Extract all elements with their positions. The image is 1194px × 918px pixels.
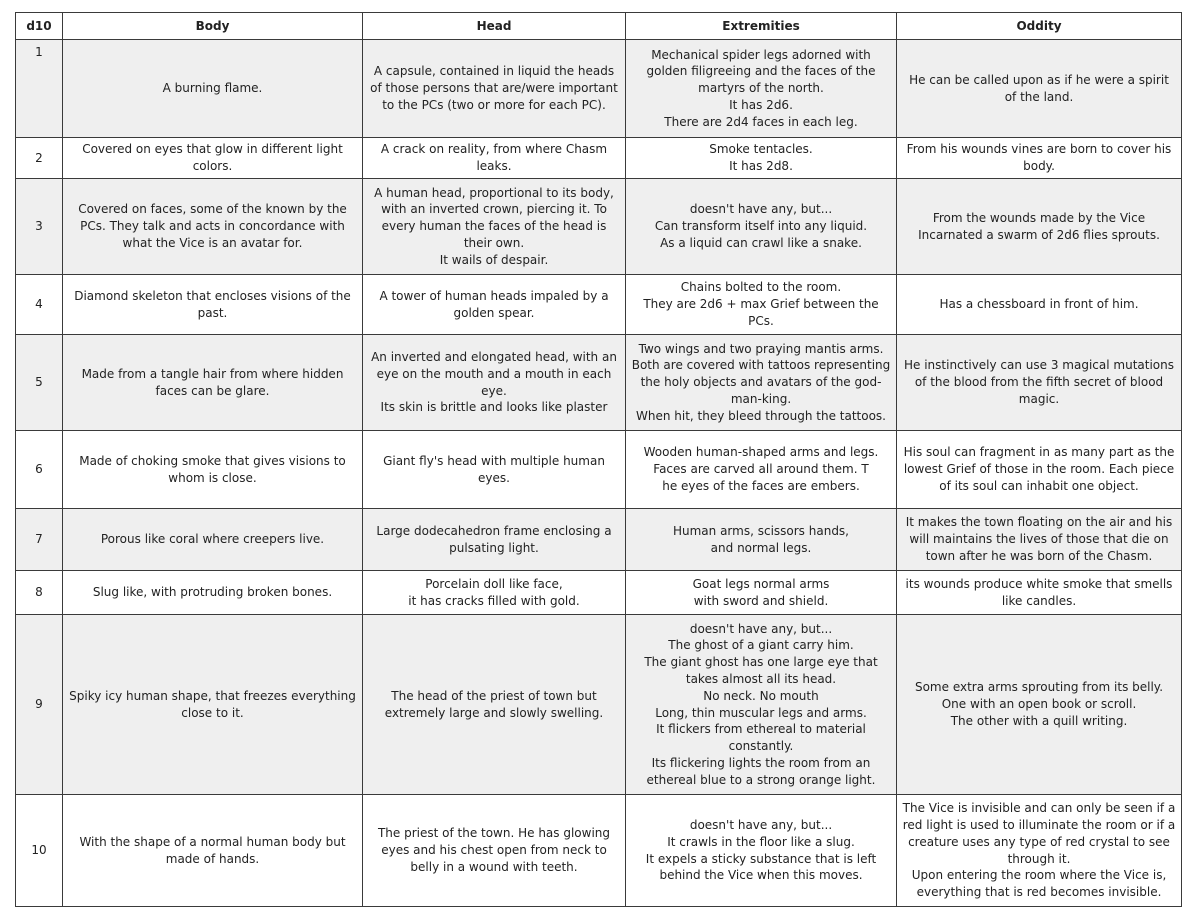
table-row: [16, 615, 1182, 795]
extremities-cell: [626, 615, 897, 795]
table-container: [15, 12, 1181, 907]
head-text: it has cracks filled with gold.: [408, 593, 580, 608]
head-text: A tower of human heads impaled by a golden spear.: [379, 288, 609, 320]
body-text: Slug like, with protruding broken bones.: [92, 585, 333, 600]
extremities-text: Long, thin muscular legs and arms.: [655, 705, 867, 720]
extremities-text: When hit, they bleed through the tattoos.: [636, 408, 886, 423]
oddity-text: His soul can fragment in as many part as the lowest Grief of those in the room. Each piece of its soul can inhabit one object.: [903, 445, 1175, 493]
head-cell: [363, 40, 626, 138]
extremities-text: Goat legs normal arms: [692, 576, 830, 591]
head-text: It wails of despair.: [439, 252, 549, 267]
body-cell: [63, 795, 363, 907]
extremities-text: It expels a sticky substance that is left behind the Vice when this moves.: [645, 851, 877, 883]
extremities-text: Smoke tentacles.: [709, 142, 813, 157]
column-header-extremities: Extremities: [626, 13, 897, 40]
table-row: [16, 179, 1182, 275]
oddity-text: Has a chessboard in front of him.: [939, 297, 1139, 312]
row-number-cell: 7: [16, 509, 63, 571]
extremities-text: Its flickering lights the room from an ethereal blue to a strong orange light.: [646, 755, 876, 787]
column-header-head: Head: [363, 13, 626, 40]
extremities-text: It has 2d6.: [729, 97, 793, 112]
extremities-text: Chains bolted to the room.: [680, 280, 842, 295]
head-cell: [363, 615, 626, 795]
body-text: Covered on faces, some of the known by the PCs. They talk and acts in concordance with what the Vice is an avatar for.: [78, 202, 347, 250]
row-number-cell: 10: [16, 795, 63, 907]
extremities-text: Can transform itself into any liquid.: [654, 219, 868, 234]
extremities-cell: [626, 335, 897, 431]
body-cell: [63, 179, 363, 275]
head-cell: [363, 275, 626, 335]
body-text: Diamond skeleton that encloses visions of the past.: [74, 288, 351, 320]
body-cell: [63, 40, 363, 138]
head-text: Large dodecahedron frame enclosing a pulsating light.: [376, 523, 612, 555]
oddity-text: The Vice is invisible and can only be seen if a red light is used to illuminate the room or if a creature uses any type of red crystal to see through it.: [902, 801, 1176, 866]
row-number-cell: 3: [16, 179, 63, 275]
oddity-cell: [897, 335, 1182, 431]
oddity-text: its wounds produce white smoke that smells like candles.: [905, 576, 1173, 608]
oddity-cell: [897, 795, 1182, 907]
header-row: [16, 13, 1182, 40]
oddity-cell: [897, 275, 1182, 335]
extremities-text: There are 2d4 faces in each leg.: [664, 114, 858, 129]
row-number-cell: 2: [16, 138, 63, 179]
extremities-cell: [626, 179, 897, 275]
table-row: [16, 571, 1182, 615]
oddity-text: The other with a quill writing.: [950, 713, 1128, 728]
table-row: [16, 431, 1182, 509]
extremities-cell: [626, 431, 897, 509]
extremities-text: Both are covered with tattoos representing the holy objects and avatars of the god-man-king.: [631, 358, 891, 406]
oddity-cell: [897, 509, 1182, 571]
body-cell: [63, 431, 363, 509]
table-row: [16, 40, 1182, 138]
extremities-text: he eyes of the faces are embers.: [662, 478, 860, 493]
body-cell: [63, 138, 363, 179]
oddity-text: Upon entering the room where the Vice is, everything that is red becomes invisible.: [911, 868, 1167, 900]
oddity-cell: [897, 615, 1182, 795]
oddity-text: Some extra arms sprouting from its belly.: [914, 680, 1164, 695]
head-text: The priest of the town. He has glowing eyes and his chest open from neck to belly in a wound with teeth.: [377, 826, 611, 874]
column-header-d10: d10: [16, 13, 63, 40]
head-cell: [363, 795, 626, 907]
head-cell: [363, 509, 626, 571]
oddity-text: He instinctively can use 3 magical mutations of the blood from the fifth secret of blood magic.: [904, 358, 1174, 406]
body-text: Covered on eyes that glow in different light colors.: [82, 142, 343, 173]
head-cell: [363, 431, 626, 509]
body-cell: [63, 571, 363, 615]
body-cell: [63, 615, 363, 795]
extremities-text: The giant ghost has one large eye that takes almost all its head.: [644, 655, 878, 686]
extremities-text: They are 2d6 + max Grief between the PCs.: [643, 297, 879, 328]
extremities-text: No neck. No mouth: [703, 688, 819, 703]
table-row: [16, 275, 1182, 335]
table-row: [16, 335, 1182, 431]
head-text: The head of the priest of town but extremely large and slowly swelling.: [384, 688, 604, 720]
column-header-body: Body: [63, 13, 363, 40]
row-number-cell: 5: [16, 335, 63, 431]
head-text: A human head, proportional to its body, with an inverted crown, piercing it. To every human the faces of the head is their own.: [374, 185, 614, 250]
oddity-cell: [897, 179, 1182, 275]
table-body: [16, 40, 1182, 907]
extremities-text: Mechanical spider legs adorned with golden filigreeing and the faces of the martyrs of the north.: [646, 47, 876, 96]
body-cell: [63, 275, 363, 335]
row-number-cell: 1: [16, 40, 63, 138]
extremities-text: The ghost of a giant carry him.: [668, 638, 854, 653]
oddity-text: One with an open book or scroll.: [941, 697, 1137, 712]
extremities-text: It flickers from ethereal to material constantly.: [656, 722, 866, 754]
body-text: Made of choking smoke that gives visions to whom is close.: [79, 453, 346, 485]
body-text: Spiky icy human shape, that freezes everything close to it.: [69, 688, 356, 720]
body-cell: [63, 509, 363, 571]
extremities-text: Human arms, scissors hands,: [672, 523, 849, 538]
oddity-text: From the wounds made by the Vice Incarnated a swarm of 2d6 flies sprouts.: [918, 210, 1160, 242]
head-cell: [363, 138, 626, 179]
extremities-cell: [626, 509, 897, 571]
oddity-cell: [897, 40, 1182, 138]
extremities-text: As a liquid can crawl like a snake.: [660, 235, 862, 250]
head-text: An inverted and elongated head, with an eye on the mouth and a mouth in each eye.: [371, 349, 617, 398]
extremities-text: and normal legs.: [710, 540, 812, 555]
extremities-cell: [626, 138, 897, 179]
extremities-text: with sword and shield.: [693, 593, 829, 608]
row-number-cell: 9: [16, 615, 63, 795]
body-text: With the shape of a normal human body but made of hands.: [79, 834, 346, 866]
extremities-text: Two wings and two praying mantis arms.: [638, 341, 884, 356]
extremities-cell: [626, 275, 897, 335]
head-cell: [363, 571, 626, 615]
extremities-text: doesn't have any, but...: [689, 202, 833, 217]
oddity-cell: [897, 571, 1182, 615]
body-text: Porous like coral where creepers live.: [100, 532, 325, 547]
oddity-cell: [897, 431, 1182, 509]
table-row: [16, 138, 1182, 179]
head-text: Giant fly's head with multiple human eyes.: [383, 453, 605, 485]
extremities-text: It has 2d8.: [729, 159, 793, 173]
extremities-cell: [626, 40, 897, 138]
oddity-text: It makes the town floating on the air and his will maintains the lives of those that die on town after he was born of the Chasm.: [905, 515, 1173, 563]
extremities-text: It crawls in the floor like a slug.: [667, 834, 855, 849]
extremities-cell: [626, 795, 897, 907]
row-number-cell: 8: [16, 571, 63, 615]
head-text: A crack on reality, from where Chasm leaks.: [380, 142, 608, 173]
head-cell: [363, 179, 626, 275]
head-text: Its skin is brittle and looks like plaster: [380, 400, 608, 415]
head-cell: [363, 335, 626, 431]
vice-table: [15, 12, 1182, 907]
extremities-cell: [626, 571, 897, 615]
extremities-text: Wooden human-shaped arms and legs.: [643, 445, 879, 460]
extremities-text: Faces are carved all around them. T: [653, 462, 869, 477]
head-text: A capsule, contained in liquid the heads of those persons that are/were important to the PCs (two or more for each PC).: [370, 64, 618, 112]
extremities-text: doesn't have any, but...: [689, 621, 833, 636]
body-text: Made from a tangle hair from where hidden faces can be glare.: [81, 366, 344, 398]
extremities-text: doesn't have any, but...: [689, 817, 833, 832]
body-cell: [63, 335, 363, 431]
oddity-cell: [897, 138, 1182, 179]
column-header-oddity: Oddity: [897, 13, 1182, 40]
oddity-text: He can be called upon as if he were a spirit of the land.: [909, 72, 1169, 104]
table-row: [16, 795, 1182, 907]
table-row: [16, 509, 1182, 571]
oddity-text: From his wounds vines are born to cover his body.: [906, 142, 1172, 173]
row-number-cell: 4: [16, 275, 63, 335]
head-text: Porcelain doll like face,: [425, 576, 563, 591]
body-text: A burning flame.: [162, 81, 263, 96]
row-number-cell: 6: [16, 431, 63, 509]
